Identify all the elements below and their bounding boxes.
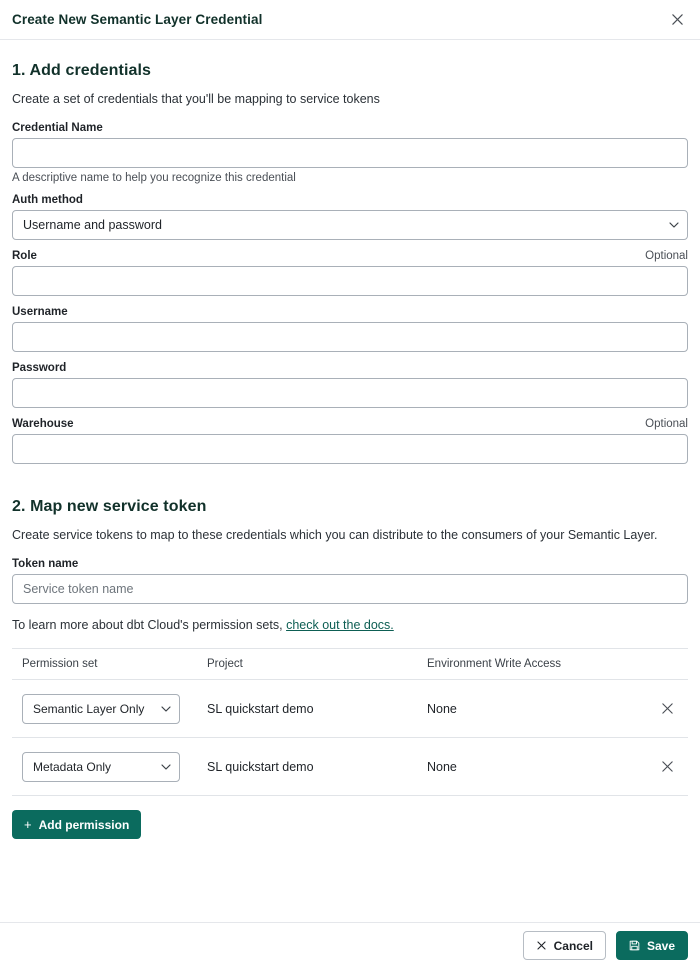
table-header-row (12, 649, 688, 680)
section-2-title: 2. Map new service token (12, 498, 207, 515)
cancel-label: Cancel (553, 938, 593, 953)
cancel-button[interactable] (523, 931, 606, 960)
permission-set-value: Semantic Layer Only (33, 701, 145, 716)
environment-write-access-value: None (427, 759, 457, 774)
auth-method-label: Auth method (12, 194, 83, 206)
plus-icon: + (24, 817, 32, 832)
close-icon[interactable] (666, 9, 688, 31)
role-label: Role (12, 250, 37, 262)
credential-name-label: Credential Name (12, 122, 103, 134)
project-value: SL quickstart demo (207, 759, 314, 774)
password-label: Password (12, 362, 67, 374)
username-label: Username (12, 306, 68, 318)
table-row (12, 738, 688, 796)
save-button[interactable] (616, 931, 688, 960)
username-input[interactable] (12, 322, 688, 352)
save-disk-icon (629, 940, 640, 951)
auth-method-value: Username and password (23, 218, 162, 232)
add-permission-button[interactable] (12, 810, 141, 839)
username-field (12, 306, 688, 352)
modal-footer (0, 922, 700, 968)
docs-line (12, 618, 688, 632)
modal-body (0, 40, 700, 922)
password-field (12, 362, 688, 408)
remove-permission-button[interactable] (656, 756, 678, 778)
column-header-project: Project (207, 658, 243, 670)
add-permission-label: Add permission (38, 817, 130, 832)
role-input[interactable] (12, 266, 688, 296)
chevron-down-icon (161, 705, 171, 712)
docs-link[interactable]: check out the docs. (286, 618, 394, 632)
auth-method-field (12, 194, 688, 240)
environment-write-access-value: None (427, 701, 457, 716)
password-input[interactable] (12, 378, 688, 408)
token-name-input[interactable] (12, 574, 688, 604)
section-2-description: Create service tokens to map to these credentials which you can distribute to the consumers of your Semantic Layer. (12, 528, 658, 542)
permission-set-select[interactable] (22, 752, 180, 782)
credential-name-field (12, 122, 688, 184)
remove-permission-button[interactable] (656, 698, 678, 720)
token-name-field (12, 558, 688, 604)
close-icon (536, 940, 547, 951)
modal-header (0, 0, 700, 40)
auth-method-select[interactable] (12, 210, 688, 240)
column-header-permission-set: Permission set (22, 658, 98, 670)
save-label: Save (646, 938, 675, 953)
section-1-description: Create a set of credentials that you'll be mapping to service tokens (12, 92, 380, 106)
warehouse-input[interactable] (12, 434, 688, 464)
warehouse-label: Warehouse (12, 418, 74, 430)
section-1-title: 1. Add credentials (12, 62, 152, 79)
role-optional-tag: Optional (645, 250, 688, 262)
permissions-table (12, 648, 688, 796)
table-row (12, 680, 688, 738)
column-header-environment-write-access: Environment Write Access (427, 658, 562, 670)
warehouse-field (12, 418, 688, 464)
docs-line-text: To learn more about dbt Cloud's permission sets, (12, 618, 283, 632)
chevron-down-icon (161, 763, 171, 770)
permission-set-value: Metadata Only (33, 759, 112, 774)
permission-set-select[interactable] (22, 694, 180, 724)
token-name-label: Token name (12, 558, 79, 570)
credential-name-input[interactable] (12, 138, 688, 168)
page-title: Create New Semantic Layer Credential (12, 12, 263, 27)
credential-name-helper: A descriptive name to help you recognize this credential (12, 172, 296, 184)
warehouse-optional-tag: Optional (645, 418, 688, 430)
role-field (12, 250, 688, 296)
project-value: SL quickstart demo (207, 701, 314, 716)
